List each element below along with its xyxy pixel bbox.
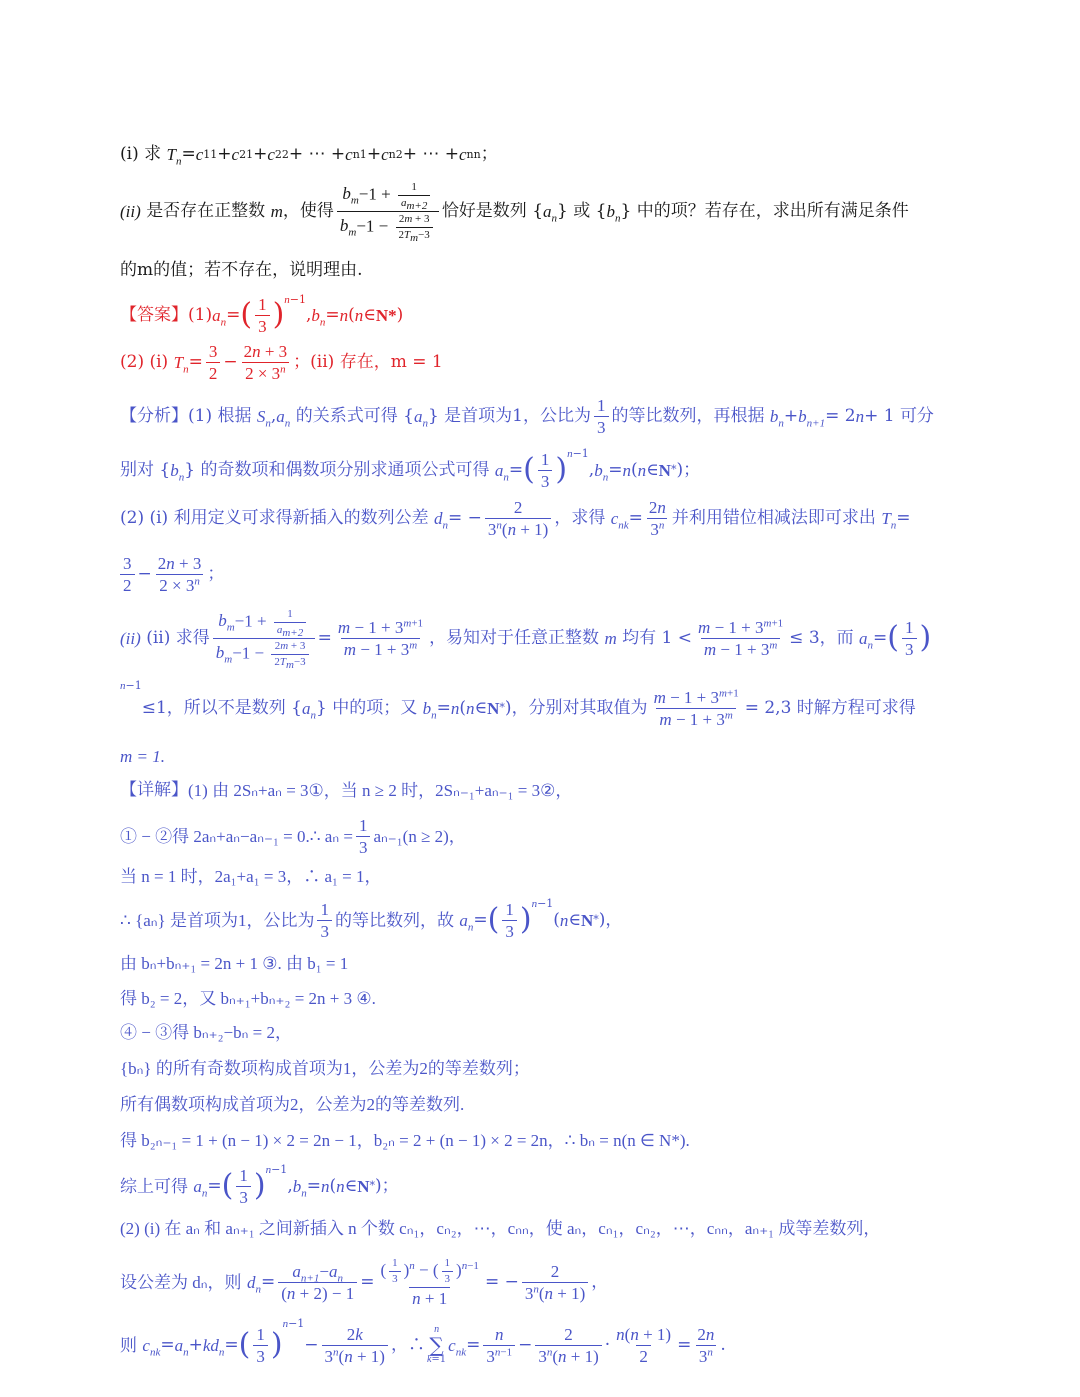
detail-d14a: 则 — [120, 1335, 137, 1355]
analysis-line-7 — [120, 748, 1010, 765]
analysis-l5b: ，易知对于任意正整数 — [429, 627, 600, 648]
detail-d11a: 综上可得 — [120, 1176, 188, 1196]
analysis-l6a: ≤1，所以不是数列 — [141, 697, 286, 718]
answer-part2-mid: ；(ii) 存在，m = 1 — [293, 351, 443, 372]
analysis-l6b: 中的项；又 — [332, 697, 418, 718]
analysis-l5d: ，而 — [819, 627, 854, 648]
analysis-l5a: (ii) 求得 — [146, 627, 210, 648]
answer-nset: N* — [375, 305, 397, 325]
detail-d2b: aₙ₋₁(n ≥ 2)， — [373, 826, 466, 846]
answer-label: 【答案】 — [120, 304, 188, 325]
answer-line-1: 【答案】 (1) $a_n$ = ( $\frac{1}{3}$ ) n−1 , $b_n$ = n ( n ∈ N* ) — [120, 293, 404, 336]
answer-part1: (1) — [188, 304, 213, 325]
detail-line-2: ① − ②得 2aₙ+aₙ−aₙ₋₁ = 0.∴ aₙ = $\frac{1}{3}$ aₙ₋₁(n ≥ 2)， — [120, 815, 466, 857]
analysis-l1a: (1) 根据 — [188, 405, 252, 426]
q-ii-fraction: $b_m-1$ + $\frac{1}{a_{m+2}}$ $b_m-1$ − $\frac{2m + 3}{2T_m-3}$ — [337, 182, 439, 241]
detail-line-11: 综上可得 $a_n$ = ( $\frac{1}{3}$ ) n−1 , $b_n$ = n ( n ∈ N * )； — [120, 1163, 399, 1207]
detail-d5: 由 bₙ+bₙ₊₁ = 2n + 1 ③. 由 b₁ = 1 — [120, 954, 349, 973]
detail-d3: 当 n = 1 时，2a₁+a₁ = 3，∴ a₁ = 1， — [120, 867, 382, 886]
analysis-l5c: 均有 — [622, 627, 657, 648]
analysis-l6c: ，分别对其取值为 — [511, 697, 648, 718]
detail-label: 【详解】 — [120, 780, 188, 800]
detail-d2a: ① − ②得 2aₙ+aₙ−aₙ₋₁ = 0.∴ aₙ = — [120, 826, 353, 846]
analysis-l2b: 的奇数项和偶数项分别求通项公式可得 — [200, 459, 490, 480]
analysis-line-3: (2) (i) 利用定义可求得新插入的数列公差 $d_n$ = − $\frac{2}{3^n(n + 1)}$ ，求得 $c_{nk}$ = $\frac{2n}{3^n}$ 并利用错位相减法即可求出 $T_n$ = — [120, 497, 911, 539]
detail-line-10 — [120, 1132, 1010, 1149]
detail-d8: {bₙ} 的所有奇数项构成首项为1，公差为2的等差数列； — [120, 1059, 530, 1078]
analysis-line-1: 【分析】 (1) 根据 $S_n$ , $a_n$ 的关系式可得 { $a_n$ } 是首项为1，公比为 $\frac{1}{3}$ 的等比数列，再根据 $b_n$ + $b_{n+1}$ = 2 n + 1 可分 — [120, 395, 934, 437]
q-ii-text5: 中的项？若存在，求出所有满足条件 — [636, 200, 909, 221]
q-ii-text2: 使得 — [299, 200, 334, 221]
analysis-l3a: (2) (i) 利用定义可求得新插入的数列公差 — [120, 507, 429, 528]
question-ii: (ii) 是否存在正整数 m ， 使得 $b_m-1$ + $\frac{1}{a_{m+2}}$ $b_m-1$ − $\frac{2m + 3}{2T_m-3}$ 恰好是数列 { $a_n$ } 或 { $b_n$ } 中的项？若存在，求出所有满足条件 — [120, 180, 909, 244]
analysis-line-4: $\frac{3}{2}$ − $\frac{2n + 3}{2 \times 3^n}$ ； — [120, 552, 1010, 596]
detail-line-5 — [120, 955, 1010, 972]
analysis-label: 【分析】 — [120, 405, 188, 426]
detail-d4a: ∴ {aₙ} 是首项为1，公比为 — [120, 910, 315, 930]
detail-line-6 — [120, 990, 1010, 1007]
detail-d9: 所有偶数项构成首项为2，公差为2的等差数列. — [120, 1095, 465, 1114]
analysis-line-5: (ii) (ii) 求得 $b_m-1$ + $\frac{1}{a_{m+2}}$ $b_m-1$ − $\frac{2m + 3}{2T_m-3}$ = $\frac{m - 1 + 3^{m+1}}{m - 1 + 3^m}$ ，易知对于任意正整数 m 均有 1 < $\frac{m - 1 + 3^{m+1}}{m - 1 + 3^m}$ ≤ 3 ，而 $a_n$ = ( $\frac{1}{3}$ ) — [120, 607, 932, 671]
question-ii-end — [120, 262, 1010, 279]
question-i: (i) 求 $T_n$ = c 11 + c 21 + c 22 + ⋯ + c n1 + c n2 + ⋯ + c nn ； — [120, 144, 498, 168]
analysis-l1c: 是首项为1，公比为 — [444, 405, 591, 426]
analysis-l7: m = 1. — [120, 747, 165, 766]
q-ii-tag: (ii) — [120, 201, 141, 221]
analysis-l3c: 并利用错位相减法即可求出 — [671, 507, 876, 528]
analysis-line-2: 别对 { $b_n$ } 的奇数项和偶数项分别求通项公式可得 $a_n$ = ( $\frac{1}{3}$ ) n−1 , $b_n$ = n ( n ∈ N * )； — [120, 447, 701, 491]
q-ii-text3: 恰好是数列 — [441, 200, 527, 221]
q-i-text: 求 — [144, 144, 162, 164]
detail-line-3 — [120, 868, 1010, 885]
analysis-l1b: 的关系式可得 — [295, 405, 398, 426]
analysis-l6d: = 2,3 时解方程可求得 — [744, 697, 916, 718]
analysis-l3b: ，求得 — [554, 507, 606, 528]
q-ii-text: 是否存在正整数 — [146, 200, 266, 221]
detail-d6: 得 b₂ = 2，又 bₙ₊₁+bₙ₊₂ = 2n + 3 ④. — [120, 989, 376, 1008]
q-ii-end-text: 的m的值；若不存在，说明理由. — [120, 260, 363, 280]
analysis-l2a: 别对 — [120, 459, 154, 480]
detail-line-13: 设公差为 dₙ，则 $d_n$ = $\frac{a_{n+1}-a_n}{(n + 2) - 1}$ = ( $\frac{1}{3}$ )$^n$ − ( $\frac{1}{3}$ )$^{n-1}$ n + 1 = − $\frac{2}{3^n(n + 1)}$ ， — [120, 1256, 609, 1308]
analysis-l1d: 的等比数列，再根据 — [611, 405, 765, 426]
detail-line-14: 则 $c_{nk}$ = $a_n$ + $kd_n$ = ( $\frac{1}{3}$ ) n−1 − $\frac{2k}{3^n(n + 1)}$ ，∴ n ∑ k=1 $c_{nk}$ = $\frac{n}{3^{n-1}}$ − $\frac{2}{3^n(n + 1)}$ · $\frac{n(n + 1)}{2}$ = $\frac{2n}{3^n}$ . — [120, 1317, 726, 1366]
q-i-tag: (i) — [120, 144, 139, 164]
detail-d7: ④ − ③得 bₙ₊₂−bₙ = 2， — [120, 1023, 292, 1042]
detail-line-8 — [120, 1060, 1010, 1077]
q-ii-text4: 或 — [573, 200, 591, 221]
detail-line-1 — [120, 782, 1010, 799]
detail-line-12 — [120, 1220, 1010, 1237]
detail-line-9 — [120, 1096, 1010, 1113]
detail-d12: (2) (i) 在 aₙ 和 aₙ₊₁ 之间新插入 n 个数 cₙ₁，cₙ₂，⋯，cₙₙ，使 aₙ，cₙ₁，cₙ₂，⋯，cₙₙ，aₙ₊₁ 成等差数列， — [120, 1219, 881, 1238]
detail-d10: 得 b₂ₙ₋₁ = 1 + (n − 1) × 2 = 2n − 1，b₂ₙ = 2 + (n − 1) × 2 = 2n，∴ bₙ = n(n ∈ N*). — [120, 1131, 690, 1150]
detail-line-4: ∴ {aₙ} 是首项为1，公比为 $\frac{1}{3}$ 的等比数列，故 $a_n$ = ( $\frac{1}{3}$ ) n−1 ( n ∈ N * )， — [120, 897, 623, 941]
analysis-line-6: n−1 ≤1，所以不是数列 { $a_n$ } 中的项；又 $b_n$ = n ( n ∈ N * ) ，分别对其取值为 $\frac{m - 1 + 3^{m+1}}{m - 1 + 3^m}$ = 2,3 时解方程可求得 — [120, 679, 916, 729]
detail-d13a: 设公差为 dₙ，则 — [120, 1272, 242, 1292]
detail-line-7 — [120, 1024, 1010, 1041]
answer-line-2: (2) (i) $T_n$ = $\frac{3}{2}$ − $\frac{2n + 3}{2 \times 3^n}$ ；(ii) 存在，m = 1 — [120, 341, 443, 383]
analysis-l1e: 可分 — [899, 405, 934, 426]
answer-part2-prefix: (2) (i) — [120, 351, 169, 372]
detail-d4b: 的等比数列，故 — [334, 910, 454, 930]
detail-d1: (1) 由 2Sₙ+aₙ = 3①，当 n ≥ 2 时，2Sₙ₋₁+aₙ₋₁ = 3②， — [188, 781, 573, 800]
